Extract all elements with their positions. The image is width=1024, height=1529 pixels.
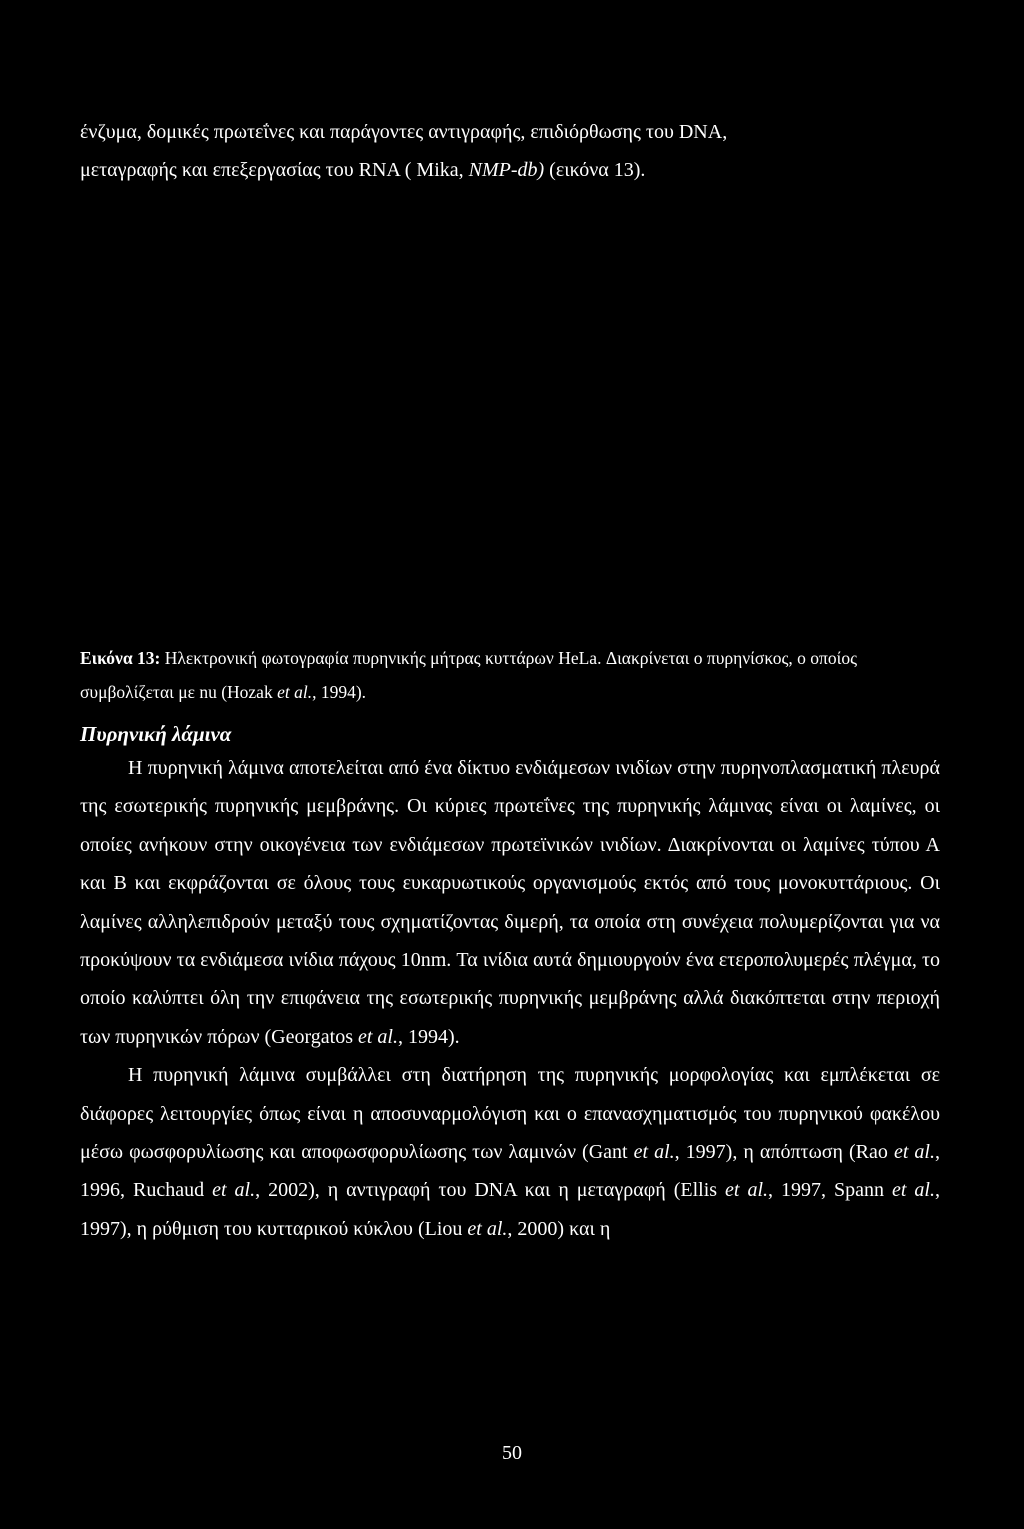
- p2-etal-5: et al.: [892, 1179, 935, 1202]
- p1-etal: et al.: [358, 1025, 398, 1048]
- caption-etal: et al.: [277, 682, 313, 702]
- figure-image-dark: [80, 200, 940, 620]
- paragraph-2: [80, 1056, 940, 1248]
- p2-text-d: , 2002), η αντιγραφή του DNA και η μεταγραφή (Ellis: [255, 1179, 726, 1202]
- section-body: [80, 749, 940, 1248]
- section-heading: Πυρηνική λάμινα: [80, 722, 232, 746]
- p1-text-end: , 1994).: [398, 1025, 460, 1048]
- p2-text-g: , 2000) και η: [507, 1217, 611, 1240]
- paragraph-1: [80, 749, 940, 1056]
- caption-text: Ηλεκτρονική φωτογραφία πυρηνικής μήτρας κυττάρων HeLa. Διακρίνεται ο πυρηνίσκος, ο οποίος συμβολίζεται με nu (Hozak: [80, 648, 858, 702]
- figure-caption: [80, 641, 940, 709]
- caption-label: Εικόνα 13:: [80, 648, 161, 668]
- intro-line-2: [80, 151, 940, 189]
- p2-text-e: , 1997, Spann: [768, 1179, 892, 1202]
- p2-etal-6: et al.: [467, 1217, 508, 1240]
- intro-line-1: ένζυμα, δομικές πρωτεΐνες και παράγοντες αντιγραφής, επιδιόρθωσης του DNA,: [80, 121, 728, 143]
- p2-text-b: , 1997), η απόπτωση (Rao: [674, 1141, 894, 1164]
- p2-etal-1: et al.: [633, 1141, 675, 1164]
- intro-paragraph: [80, 113, 940, 189]
- intro-italic-ref: NMP-db): [468, 159, 545, 181]
- p2-etal-3: et al.: [212, 1179, 256, 1202]
- p2-text-f: , 1997), η ρύθμιση του κυτταρικού κύκλου (Liou: [80, 1179, 940, 1240]
- caption-text-end: , 1994).: [312, 682, 367, 702]
- page-number: 50: [502, 1442, 522, 1464]
- p2-etal-4: et al.: [725, 1179, 769, 1202]
- p2-text-a: Η πυρηνική λάμινα συμβάλλει στη διατήρηση της πυρηνικής μορφολογίας και εμπλέκεται σε διάφορες λειτουργίες όπως είναι η αποσυναρμολόγιση και ο επανασχηματισμός του πυρηνικού φακέλου μέσω φωσφορυλίωσης και αποφωσφορυλίωσης των λαμινών (Gant: [80, 1064, 940, 1164]
- intro-text-end: (εικόνα 13).: [544, 159, 646, 181]
- p2-etal-2: et al.: [893, 1141, 935, 1164]
- p2-text-c: , 1996, Ruchaud: [80, 1141, 940, 1202]
- intro-text: μεταγραφής και επεξεργασίας του RNA ( Mika,: [80, 159, 469, 181]
- p1-text: Η πυρηνική λάμινα αποτελείται από ένα δίκτυο ενδιάμεσων ινιδίων στην πυρηνοπλασματική πλευρά της εσωτερικής πυρηνικής μεμβράνης. Οι κύριες πρωτεΐνες της πυρηνικής λάμινας είναι οι λαμίνες, οι οποίες ανήκουν στην οικογένεια των ενδιάμεσων πρωτεϊνικών ινιδίων. Διακρίνονται οι λαμίνες τύπου Α και Β και εκφράζονται σε όλους τους ευκαρυωτικούς οργανισμούς εκτός από τους μονοκυττάριους. Οι λαμίνες αλληλεπιδρούν μεταξύ τους σχηματίζοντας διμερή, τα οποία στη συνέχεια πολυμερίζονται για να προκύψουν τα ενδιάμεσα ινίδια πάχους 10nm. Τα ινίδια αυτά δημιουργούν ένα ετεροπολυμερές πλέγμα, το οποίο καλύπτει όλη την επιφάνεια της εσωτερικής πυρηνικής μεμβράνης αλλά διακόπτεται στην περιοχή των πυρηνικών πόρων (Georgatos: [80, 757, 940, 1048]
